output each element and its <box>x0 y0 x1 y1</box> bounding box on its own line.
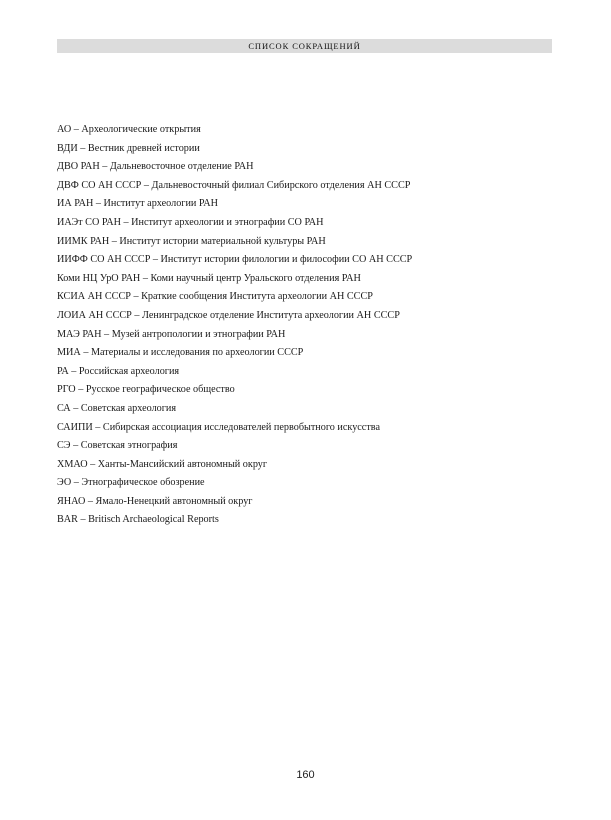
abbreviation-item: ИА РАН – Институт археологии РАН <box>57 198 218 210</box>
abbreviation-item: ЯНАО – Ямало-Ненецкий автономный округ <box>57 495 253 507</box>
abbreviation-item: ИАЭт СО РАН – Институт археологии и этнографии СО РАН <box>57 216 324 228</box>
abbreviation-item: СА – Советская археология <box>57 402 177 414</box>
abbreviation-item: ВДИ – Вестник древней истории <box>57 142 200 154</box>
abbreviation-item: ДВО РАН – Дальневосточное отделение РАН <box>57 161 254 173</box>
abbreviation-item: ЛОИА АН СССР – Ленинградское отделение Института археологии АН СССР <box>57 309 400 321</box>
abbreviation-item: ХМАО – Ханты-Мансийский автономный округ <box>57 458 268 470</box>
abbreviation-item: ЭО – Этнографическое обозрение <box>57 477 205 489</box>
abbreviation-item: АО – Археологические открытия <box>57 124 201 135</box>
abbreviation-item: САИПИ – Сибирская ассоциация исследователей первобытного искусства <box>57 421 380 433</box>
page-header <box>57 39 552 53</box>
abbreviation-item: СЭ – Советская этнография <box>57 440 178 452</box>
abbreviation-item: МАЭ РАН – Музей антропологии и этнографии РАН <box>57 328 286 340</box>
abbreviation-item: МИА – Материалы и исследования по археологии СССР <box>57 347 304 359</box>
page-number: 160 <box>296 769 315 781</box>
abbreviation-list <box>57 121 552 530</box>
page-header-title: СПИСОК СОКРАЩЕНИЙ <box>248 41 361 51</box>
abbreviation-item: РГО – Русское географическое общество <box>57 384 235 396</box>
abbreviation-item: BAR – Britisch Archaeological Reports <box>57 514 219 526</box>
abbreviation-item: Коми НЦ УрО РАН – Коми научный центр Уральского отделения РАН <box>57 272 361 284</box>
abbreviation-item: ИИФФ СО АН СССР – Институт истории филологии и философии СО АН СССР <box>57 254 413 266</box>
abbreviation-item: ДВФ СО АН СССР – Дальневосточный филиал Сибирского отделения АН СССР <box>57 179 411 191</box>
abbreviation-item: КСИА АН СССР – Краткие сообщения Института археологии АН СССР <box>57 291 373 303</box>
abbreviation-item: ИИМК РАН – Институт истории материальной культуры РАН <box>57 235 326 247</box>
abbreviation-item: РА – Российская археология <box>57 365 180 377</box>
